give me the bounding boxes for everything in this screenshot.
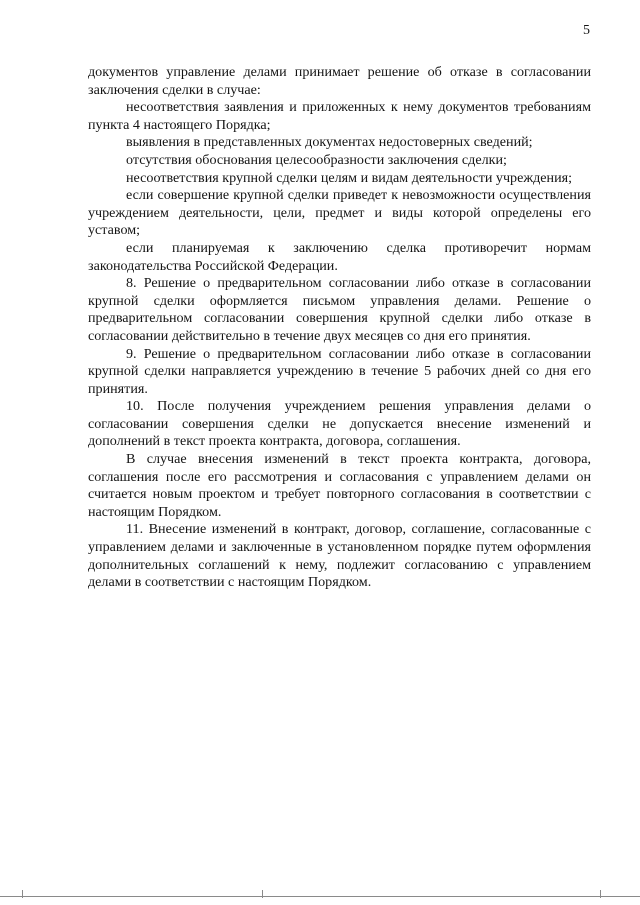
paragraph-condition-3: отсутствия обоснования целесообразности заключения сделки; <box>126 151 507 168</box>
paragraph-clause-8: 8. Решение о предварительном согласовании либо отказе в согласовании крупной сделки оформляется письмом управления делами. Решение о предварительном согласовании совершения крупной сделки либо отказе в согласовании действительно в течение двух месяцев со дня его принятия. <box>88 275 591 344</box>
paragraph-condition-4: несоответствия крупной сделки целям и видам деятельности учреждения; <box>126 169 573 186</box>
paragraph-clause-11: 11. Внесение изменений в контракт, договор, соглашение, согласованные с управлением делами и заключенные в установленном порядке путем оформления дополнительных соглашений к нему, подлежит согласованию с управлением делами в соответствии с настоящим Порядком. <box>88 521 591 591</box>
bottom-border-tick <box>262 890 263 898</box>
bottom-border-tick <box>600 890 601 898</box>
paragraph-clause-10: 10. После получения учреждением решения управления делами о согласовании совершения сделки не допускается внесение изменений и дополнений в текст проекта контракта, договора, соглашения. <box>88 398 591 450</box>
paragraph-clause-9: 9. Решение о предварительном согласовании либо отказе в согласовании крупной сделки направляется учреждению в течение 5 рабочих дней со дня его принятия. <box>88 345 591 397</box>
paragraph-intro: документов управление делами принимает решение об отказе в согласовании заключения сделки в случае: <box>88 64 591 98</box>
document-body <box>88 64 591 592</box>
paragraph-condition-5: если совершение крупной сделки приведет к невозможности осуществления учреждением деятельности, цели, предмет и виды которой определены его уставом; <box>88 187 591 239</box>
paragraph-clause-10-amendment: В случае внесения изменений в текст проекта контракта, договора, соглашения после его рассмотрения и согласования с управлением делами он считается новым проектом и требует повторного согласования в соответствии с настоящим Порядком. <box>88 451 591 520</box>
bottom-border-tick <box>22 890 23 898</box>
paragraph-condition-1: несоответствия заявления и приложенных к нему документов требованиям пункта 4 настоящего Порядка; <box>88 99 591 133</box>
bottom-border-line <box>0 896 640 897</box>
paragraph-condition-2: выявления в представленных документах недостоверных сведений; <box>126 134 533 151</box>
page-number: 5 <box>583 23 590 38</box>
paragraph-condition-6: если планируемая к заключению сделка противоречит нормам законодательства Российской Федерации. <box>88 239 591 274</box>
